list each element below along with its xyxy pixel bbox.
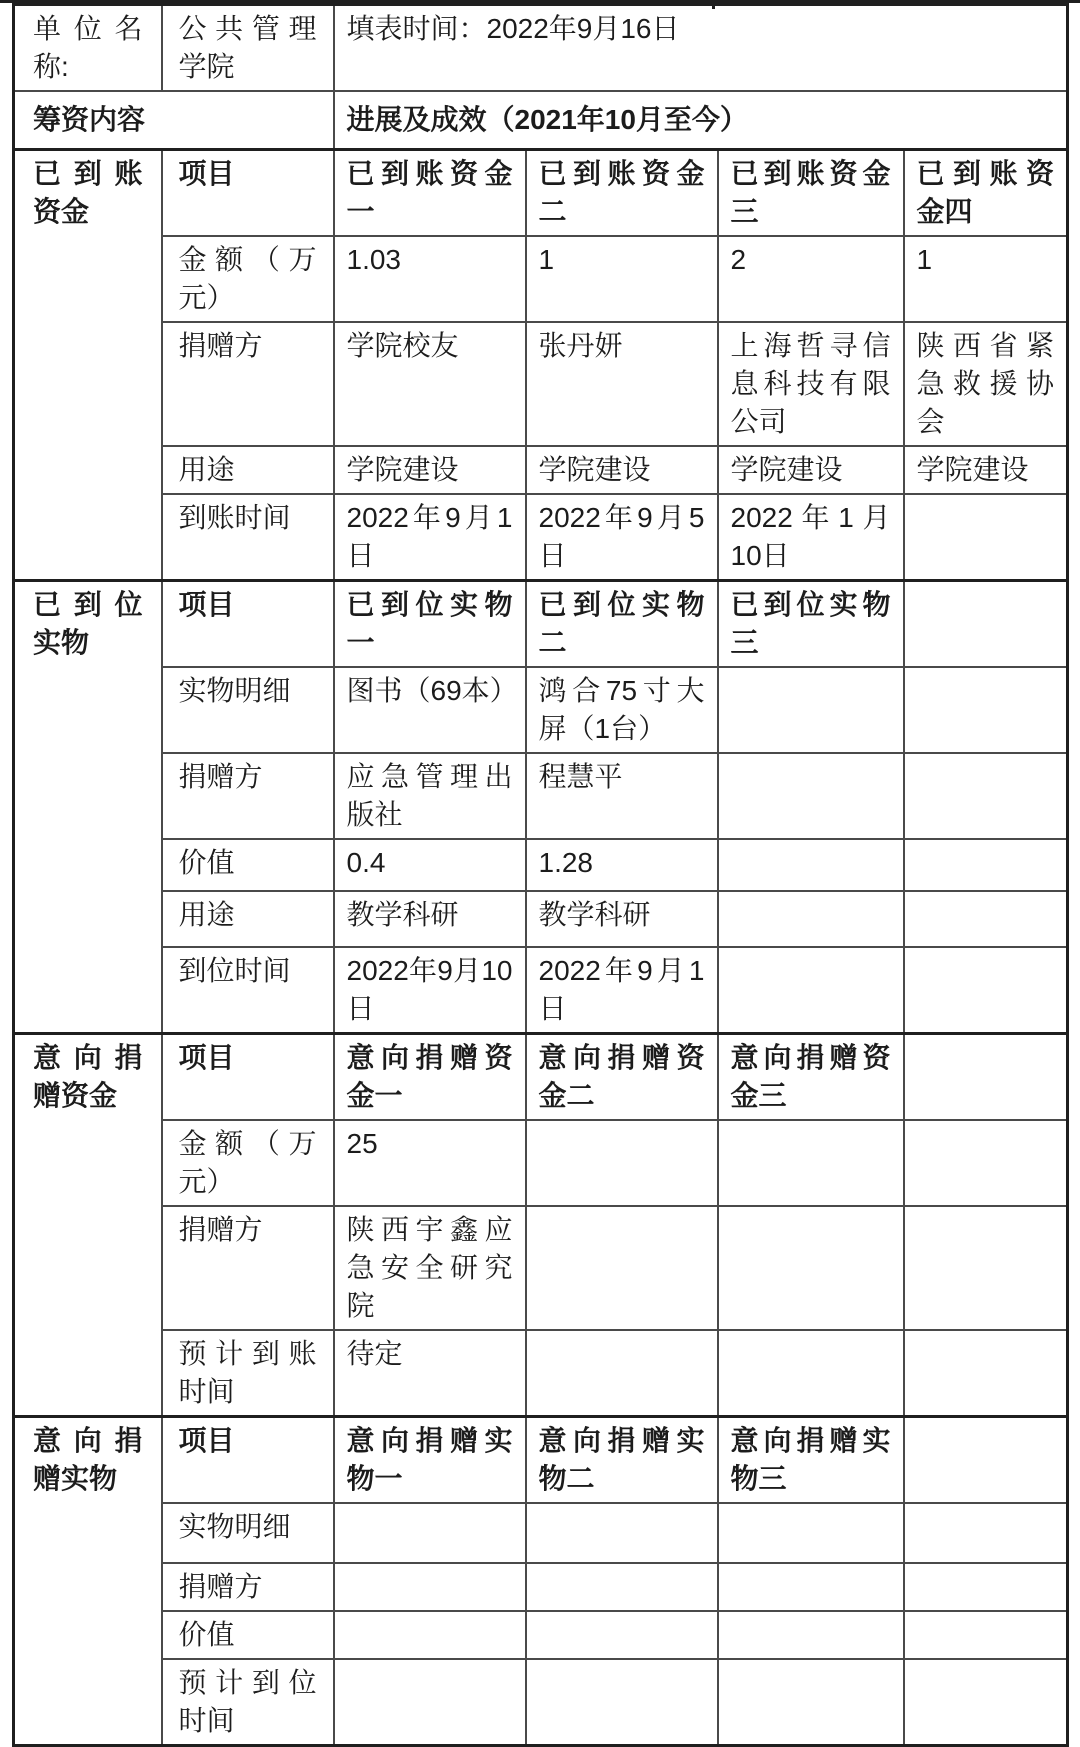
fill-time-cell: 填表时间：2022年9月16日 bbox=[334, 5, 1068, 92]
data-cell bbox=[904, 839, 1068, 891]
row-label-cell: 捐赠方 bbox=[162, 753, 334, 839]
data-cell bbox=[718, 1563, 904, 1611]
data-cell bbox=[904, 947, 1068, 1034]
data-cell: 张丹妍 bbox=[526, 322, 718, 446]
table-row bbox=[14, 891, 1068, 947]
data-cell: 意向捐赠资金一 bbox=[334, 1033, 526, 1120]
data-cell: 鸿合75寸大屏（1台） bbox=[526, 667, 718, 753]
data-cell bbox=[904, 1416, 1068, 1503]
row-label-cell: 价值 bbox=[162, 1611, 334, 1659]
unit-name-label-cell: 单位名称: bbox=[14, 5, 162, 92]
row-label-cell: 金额（万元） bbox=[162, 236, 334, 322]
data-cell: 已到账资金三 bbox=[718, 149, 904, 236]
data-cell bbox=[904, 667, 1068, 753]
table-row bbox=[14, 1659, 1068, 1746]
data-cell: 学院建设 bbox=[526, 446, 718, 494]
data-cell bbox=[904, 1206, 1068, 1330]
data-cell: 2022年9月5日 bbox=[526, 494, 718, 581]
data-cell bbox=[526, 1503, 718, 1563]
data-cell bbox=[904, 1503, 1068, 1563]
data-cell: 学院建设 bbox=[718, 446, 904, 494]
table-row bbox=[14, 1563, 1068, 1611]
data-cell bbox=[904, 1563, 1068, 1611]
unit-name-row bbox=[14, 5, 1068, 92]
table-row bbox=[14, 1330, 1068, 1417]
data-cell bbox=[526, 1206, 718, 1330]
data-cell: 已到位实物一 bbox=[334, 580, 526, 667]
data-cell bbox=[718, 753, 904, 839]
data-cell bbox=[904, 753, 1068, 839]
row-label-cell: 金额（万元） bbox=[162, 1120, 334, 1206]
table-row bbox=[14, 494, 1068, 581]
data-cell: 2022年9月1日 bbox=[334, 494, 526, 581]
data-cell: 教学科研 bbox=[526, 891, 718, 947]
data-cell bbox=[904, 1659, 1068, 1746]
data-cell bbox=[718, 947, 904, 1034]
table-row bbox=[14, 753, 1068, 839]
row-label-cell: 到位时间 bbox=[162, 947, 334, 1034]
data-cell: 0.4 bbox=[334, 839, 526, 891]
row-label-cell: 用途 bbox=[162, 446, 334, 494]
data-cell bbox=[904, 1330, 1068, 1417]
data-cell bbox=[334, 1611, 526, 1659]
data-cell: 意向捐赠实物二 bbox=[526, 1416, 718, 1503]
data-cell: 2 bbox=[718, 236, 904, 322]
table-row bbox=[14, 1416, 1068, 1503]
data-cell bbox=[718, 1659, 904, 1746]
data-cell: 学院建设 bbox=[904, 446, 1068, 494]
data-cell bbox=[718, 1206, 904, 1330]
form-header-block bbox=[14, 5, 1068, 150]
data-cell: 学院校友 bbox=[334, 322, 526, 446]
data-cell bbox=[526, 1330, 718, 1417]
data-cell bbox=[904, 1120, 1068, 1206]
row-label-cell: 预计到位时间 bbox=[162, 1659, 334, 1746]
data-cell: 2022年9月10日 bbox=[334, 947, 526, 1034]
section-title-cell: 意向捐赠资金 bbox=[14, 1033, 162, 1416]
data-cell bbox=[904, 1033, 1068, 1120]
data-cell: 上海哲寻信息科技有限公司 bbox=[718, 322, 904, 446]
data-cell: 学院建设 bbox=[334, 446, 526, 494]
data-cell: 意向捐赠资金二 bbox=[526, 1033, 718, 1120]
column-header-row bbox=[14, 91, 1068, 149]
data-cell bbox=[718, 891, 904, 947]
data-cell: 教学科研 bbox=[334, 891, 526, 947]
table-row bbox=[14, 149, 1068, 236]
progress-header-cell: 进展及成效（2021年10月至今） bbox=[334, 91, 1068, 149]
data-cell bbox=[718, 1120, 904, 1206]
funding-content-header-cell: 筹资内容 bbox=[14, 91, 334, 149]
section-title-cell: 已到位实物 bbox=[14, 580, 162, 1033]
row-label-cell: 实物明细 bbox=[162, 1503, 334, 1563]
section-received-funds bbox=[14, 149, 1068, 580]
fundraising-progress-table bbox=[12, 3, 1069, 1747]
table-row bbox=[14, 667, 1068, 753]
data-cell bbox=[718, 1503, 904, 1563]
data-cell: 2022年1月10日 bbox=[718, 494, 904, 581]
data-cell bbox=[718, 839, 904, 891]
data-cell: 程慧平 bbox=[526, 753, 718, 839]
row-label-cell: 用途 bbox=[162, 891, 334, 947]
row-label-cell: 到账时间 bbox=[162, 494, 334, 581]
unit-name-value-cell: 公共管理学院 bbox=[162, 5, 334, 92]
data-cell bbox=[526, 1659, 718, 1746]
data-cell: 意向捐赠资金三 bbox=[718, 1033, 904, 1120]
data-cell: 2022年9月1日 bbox=[526, 947, 718, 1034]
table-row bbox=[14, 947, 1068, 1034]
data-cell bbox=[334, 1659, 526, 1746]
data-cell bbox=[904, 580, 1068, 667]
data-cell: 已到位实物三 bbox=[718, 580, 904, 667]
data-cell: 已到账资金二 bbox=[526, 149, 718, 236]
data-cell bbox=[904, 494, 1068, 581]
table-row bbox=[14, 580, 1068, 667]
section-received-goods bbox=[14, 580, 1068, 1033]
data-cell: 1 bbox=[904, 236, 1068, 322]
table-row bbox=[14, 322, 1068, 446]
data-cell: 已到账资金一 bbox=[334, 149, 526, 236]
row-label-cell: 捐赠方 bbox=[162, 1563, 334, 1611]
table-row bbox=[14, 1503, 1068, 1563]
row-label-cell: 实物明细 bbox=[162, 667, 334, 753]
data-cell bbox=[718, 667, 904, 753]
table-row bbox=[14, 1206, 1068, 1330]
row-label-cell: 项目 bbox=[162, 1033, 334, 1120]
table-row bbox=[14, 839, 1068, 891]
data-cell bbox=[334, 1563, 526, 1611]
data-cell: 应急管理出版社 bbox=[334, 753, 526, 839]
data-cell: 已到账资金四 bbox=[904, 149, 1068, 236]
data-cell bbox=[526, 1120, 718, 1206]
section-intended-funds bbox=[14, 1033, 1068, 1416]
row-label-cell: 项目 bbox=[162, 580, 334, 667]
table-row bbox=[14, 236, 1068, 322]
data-cell: 待定 bbox=[334, 1330, 526, 1417]
data-cell bbox=[904, 1611, 1068, 1659]
table-row bbox=[14, 1611, 1068, 1659]
section-title-cell: 意向捐赠实物 bbox=[14, 1416, 162, 1745]
row-label-cell: 项目 bbox=[162, 1416, 334, 1503]
data-cell bbox=[718, 1611, 904, 1659]
table-row bbox=[14, 446, 1068, 494]
data-cell: 意向捐赠实物一 bbox=[334, 1416, 526, 1503]
row-label-cell: 预计到账时间 bbox=[162, 1330, 334, 1417]
data-cell: 意向捐赠实物三 bbox=[718, 1416, 904, 1503]
data-cell bbox=[526, 1611, 718, 1659]
data-cell: 25 bbox=[334, 1120, 526, 1206]
data-cell: 陕西宇鑫应急安全研究院 bbox=[334, 1206, 526, 1330]
data-cell: 1 bbox=[526, 236, 718, 322]
section-intended-goods bbox=[14, 1416, 1068, 1745]
section-title-cell: 已到账资金 bbox=[14, 149, 162, 580]
data-cell: 1.03 bbox=[334, 236, 526, 322]
row-label-cell: 项目 bbox=[162, 149, 334, 236]
table-row bbox=[14, 1033, 1068, 1120]
data-cell bbox=[718, 1330, 904, 1417]
table-row bbox=[14, 1120, 1068, 1206]
row-label-cell: 价值 bbox=[162, 839, 334, 891]
data-cell: 已到位实物二 bbox=[526, 580, 718, 667]
data-cell: 图书（69本） bbox=[334, 667, 526, 753]
data-cell: 陕西省紧急救援协会 bbox=[904, 322, 1068, 446]
row-label-cell: 捐赠方 bbox=[162, 1206, 334, 1330]
data-cell bbox=[334, 1503, 526, 1563]
row-label-cell: 捐赠方 bbox=[162, 322, 334, 446]
data-cell bbox=[526, 1563, 718, 1611]
data-cell: 1.28 bbox=[526, 839, 718, 891]
data-cell bbox=[904, 891, 1068, 947]
